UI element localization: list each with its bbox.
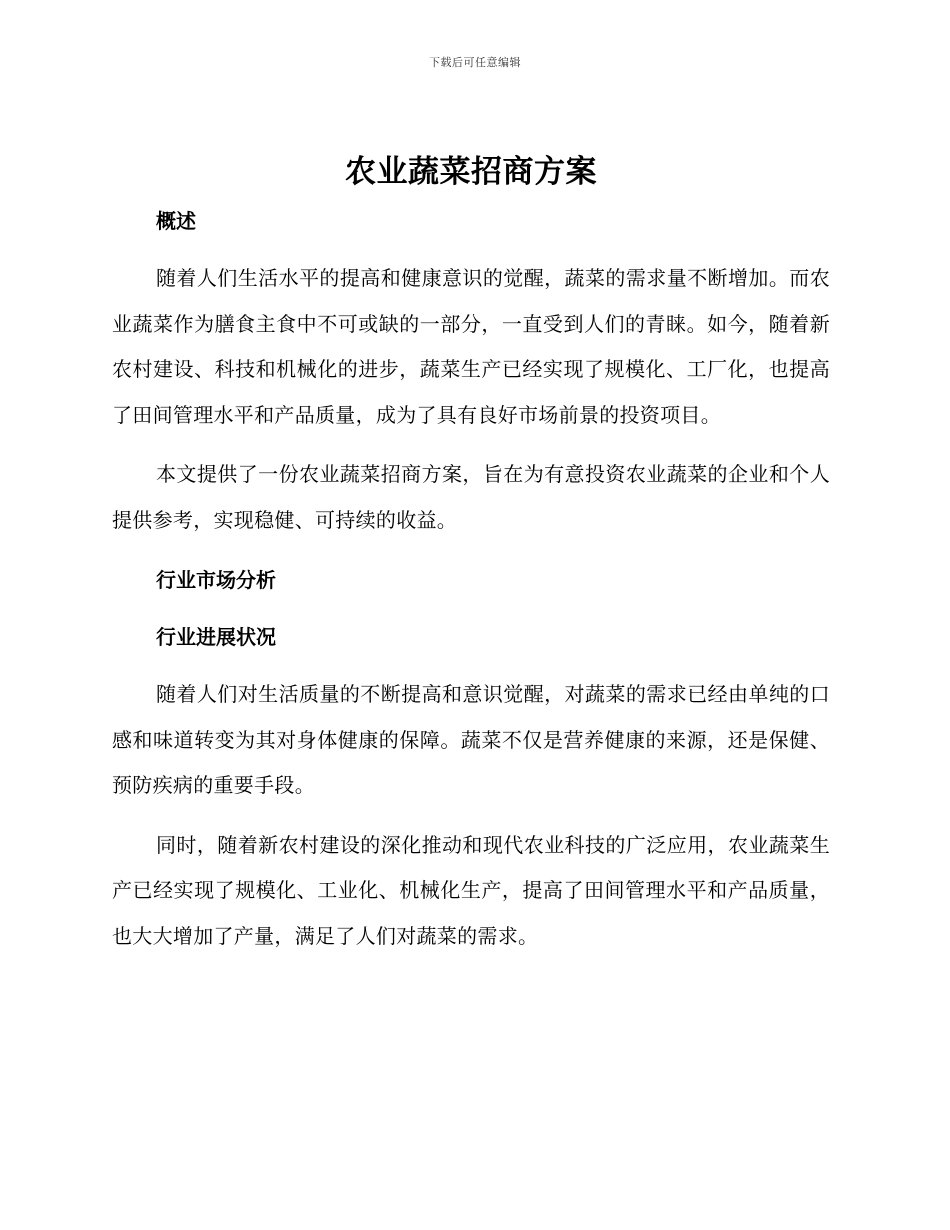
- paragraph-overview-2: 本文提供了一份农业蔬菜招商方案，旨在为有意投资农业蔬菜的企业和个人提供参考，实现稳健、可持续的收益。: [112, 462, 830, 532]
- paragraph-industry-progress-2: 同时，随着新农村建设的深化推动和现代农业科技的广泛应用，农业蔬菜生产已经实现了规模化、工业化、机械化生产，提高了田间管理水平和产品质量，也大大增加了产量，满足了人们对蔬菜的需求。: [112, 832, 830, 948]
- paragraph-overview-1: 随着人们生活水平的提高和健康意识的觉醒，蔬菜的需求量不断增加。而农业蔬菜作为膳食主食中不可或缺的一部分，一直受到人们的青睐。如今，随着新农村建设、科技和机械化的进步，蔬菜生产已经实现了规模化、工厂化，也提高了田间管理水平和产品质量，成为了具有良好市场前景的投资项目。: [112, 266, 830, 427]
- document-title: 农业蔬菜招商方案: [345, 154, 597, 190]
- header-note: 下载后可任意编辑: [429, 56, 521, 69]
- section-heading-market-analysis: 行业市场分析: [156, 568, 276, 592]
- section-heading-industry-progress: 行业进展状况: [156, 625, 276, 649]
- paragraph-industry-progress-1: 随着人们对生活质量的不断提高和意识觉醒，对蔬菜的需求已经由单纯的口感和味道转变为其对身体健康的保障。蔬菜不仅是营养健康的来源，还是保健、预防疾病的重要手段。: [112, 682, 830, 797]
- section-heading-overview: 概述: [156, 209, 196, 233]
- document-body: [112, 150, 830, 959]
